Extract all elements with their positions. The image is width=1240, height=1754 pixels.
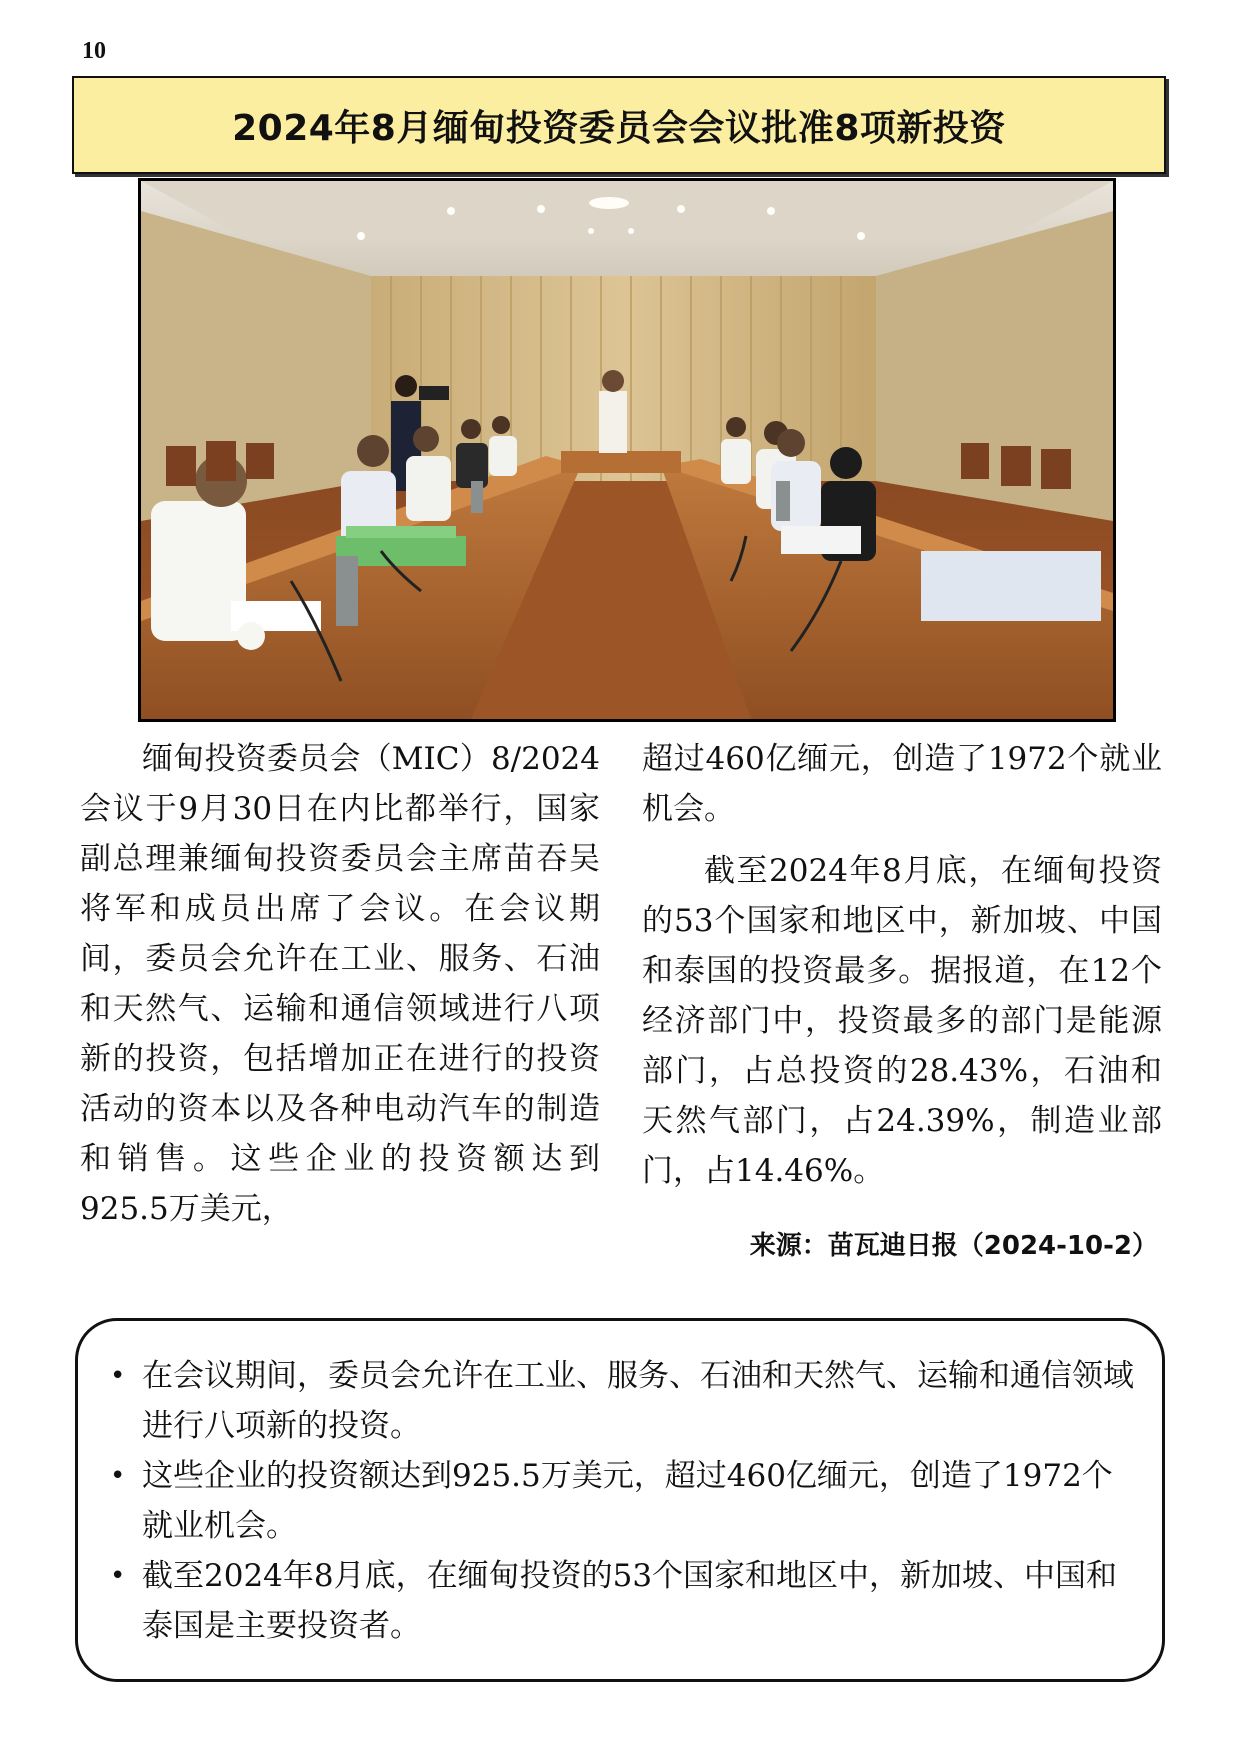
article-paragraph: 超过460亿缅元，创造了1972个就业机会。 xyxy=(642,741,1162,827)
meeting-room-photo xyxy=(138,178,1116,722)
article-left-column xyxy=(80,734,600,1234)
bullet-icon: • xyxy=(110,1461,126,1491)
bullet-icon: • xyxy=(110,1361,126,1391)
summary-item-text: 截至2024年8月底，在缅甸投资的53个国家和地区中，新加坡、中国和泰国是主要投资者。 xyxy=(142,1558,1118,1644)
summary-item xyxy=(108,1551,1136,1651)
page-title: 2024年8月缅甸投资委员会会议批准8项新投资 xyxy=(232,107,1006,149)
summary-item-text: 这些企业的投资额达到925.5万美元，超过460亿缅元，创造了1972个就业机会。 xyxy=(142,1458,1113,1544)
photo-illustration xyxy=(141,181,1113,719)
bullet-icon: • xyxy=(110,1561,126,1591)
article-paragraph: 缅甸投资委员会（MIC）8/2024会议于9月30日在内比都举行，国家副总理兼缅甸投资委员会主席苗吞吴将军和成员出席了会议。在会议期间，委员会允许在工业、服务、石油和天然气、运输和通信领域进行八项新的投资，包括增加正在进行的投资活动的资本以及各种电动汽车的制造和销售。这些企业的投资额达到925.5万美元， xyxy=(80,741,600,1227)
source-citation: 来源：苗瓦迪日报（2024-10-2） xyxy=(749,1231,1158,1261)
summary-box xyxy=(75,1318,1165,1682)
summary-list xyxy=(108,1351,1136,1651)
summary-item-text: 在会议期间，委员会允许在工业、服务、石油和天然气、运输和通信领域进行八项新的投资。 xyxy=(142,1358,1134,1444)
summary-item xyxy=(108,1451,1136,1551)
article-right-column xyxy=(642,734,1162,1196)
article-paragraph: 截至2024年8月底，在缅甸投资的53个国家和地区中，新加坡、中国和泰国的投资最多。据报道，在12个经济部门中，投资最多的部门是能源部门，占总投资的28.43%，石油和天然气部门，占24.39%，制造业部门，占14.46%。 xyxy=(642,853,1162,1189)
page-number: 10 xyxy=(82,38,106,64)
summary-item xyxy=(108,1351,1136,1451)
title-banner xyxy=(72,76,1166,174)
